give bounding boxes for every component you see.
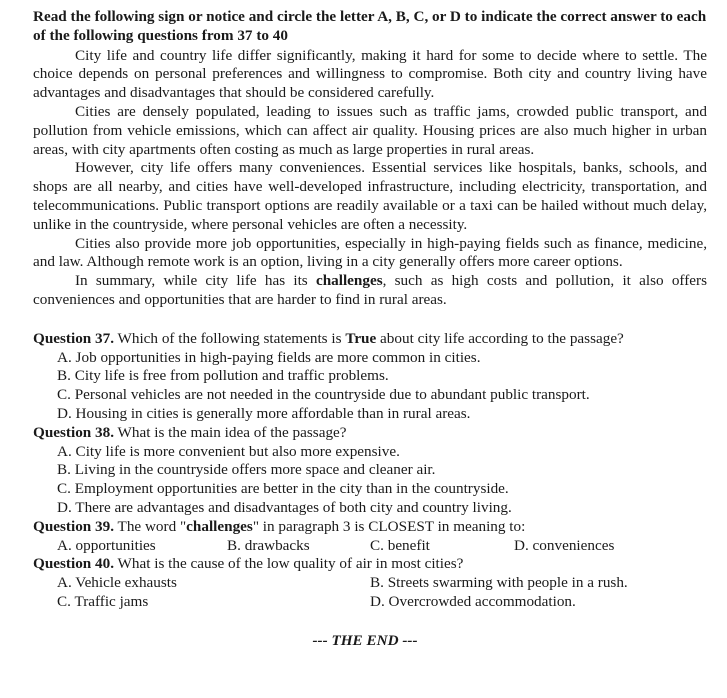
question-number: Question 39. xyxy=(33,517,115,535)
question-stem: " in paragraph 3 is CLOSEST in meaning to: xyxy=(252,517,526,535)
option-39-a[interactable]: A. opportunities xyxy=(57,536,156,554)
option-39-b[interactable]: B. drawbacks xyxy=(227,536,310,554)
options-39 xyxy=(57,537,707,556)
option-39-d[interactable]: D. conveniences xyxy=(514,536,615,554)
passage-paragraph-3 xyxy=(33,159,707,234)
option-40-d[interactable]: D. Overcrowded accommodation. xyxy=(370,592,576,610)
question-stem-emphasis: challenges xyxy=(186,517,253,535)
options-40-row-2 xyxy=(57,593,707,612)
option-40-a[interactable]: A. Vehicle exhausts xyxy=(57,574,177,592)
question-39 xyxy=(33,518,707,537)
option-37-b[interactable]: B. City life is free from pollution and traffic problems. xyxy=(57,367,389,385)
paragraph-text: Cities are densely populated, leading to issues such as traffic jams, crowded public transport, and pollution from vehicle emissions, which can affect air quality. Housing prices are also much higher in urban areas, with city apartments often costing as much as large properties in rural areas. xyxy=(33,102,707,158)
question-38 xyxy=(33,424,707,443)
question-stem: What is the main idea of the passage? xyxy=(114,423,347,441)
passage-paragraph-5 xyxy=(33,272,707,310)
option-39-c[interactable]: C. benefit xyxy=(370,536,430,554)
question-number: Question 40. xyxy=(33,555,115,573)
option-38-b[interactable]: B. Living in the countryside offers more space and cleaner air. xyxy=(57,461,436,479)
passage-paragraph-4 xyxy=(33,235,707,273)
question-stem: Which of the following statements is xyxy=(114,329,346,347)
paragraph-text: Cities also provide more job opportunities, especially in high-paying fields such as finance, medicine, and law. Although remote work is an option, living in a city generally offers more career options. xyxy=(33,234,707,271)
paragraph-text: City life and country life differ significantly, making it hard for some to decide where to settle. The choice depends on personal preferences and willingness to compromise. Both city and country living have advantages and disadvantages that should be considered carefully. xyxy=(33,46,707,102)
paragraph-text: In summary, while city life has its xyxy=(75,272,316,290)
question-stem: The word " xyxy=(114,517,187,535)
question-stem: What is the cause of the low quality of air in most cities? xyxy=(114,555,464,573)
question-37 xyxy=(33,330,707,349)
question-stem: about city life according to the passage? xyxy=(376,329,624,347)
question-number: Question 38. xyxy=(33,423,115,441)
option-37-a[interactable]: A. Job opportunities in high-paying fields are more common in cities. xyxy=(57,348,481,366)
option-38-d[interactable]: D. There are advantages and disadvantages of both city and country living. xyxy=(57,498,512,516)
question-stem-emphasis: True xyxy=(345,329,377,347)
question-number: Question 37. xyxy=(33,329,115,347)
spacer xyxy=(33,310,707,330)
option-38-c[interactable]: C. Employment opportunities are better in the city than in the countryside. xyxy=(57,480,509,498)
passage-paragraph-1 xyxy=(33,47,707,103)
instructions: Read the following sign or notice and circle the letter A, B, C, or D to indicate the correct answer to each of the following questions from 37 to 40 xyxy=(33,8,707,44)
question-40 xyxy=(33,555,707,574)
options-40-row-1 xyxy=(57,574,707,593)
paragraph-text: , such as high costs and pollution, it also offers conveniences and opportunities that are harder to find in rural areas. xyxy=(33,272,707,308)
option-37-c[interactable]: C. Personal vehicles are not needed in the countryside due to abundant public transport. xyxy=(57,386,590,404)
option-40-c[interactable]: C. Traffic jams xyxy=(57,592,149,610)
highlighted-word: challenges xyxy=(315,272,383,290)
option-40-b[interactable]: B. Streets swarming with people in a rush. xyxy=(370,574,628,592)
paragraph-text: However, city life offers many conveniences. Essential services like hospitals, banks, schools, and shops are all nearby, and cities have well-developed infrastructure, including electricity, transportation, and telecommunications. Public transport options are readily available or a taxi can be hailed without much delay, unlike in the countryside, where personal vehicles are often a necessity. xyxy=(33,159,707,233)
passage-paragraph-2 xyxy=(33,103,707,159)
end-marker: --- THE END --- xyxy=(312,631,418,649)
option-37-d[interactable]: D. Housing in cities is generally more affordable than in rural areas. xyxy=(57,404,471,422)
option-38-a[interactable]: A. City life is more convenient but also more expensive. xyxy=(57,442,400,460)
